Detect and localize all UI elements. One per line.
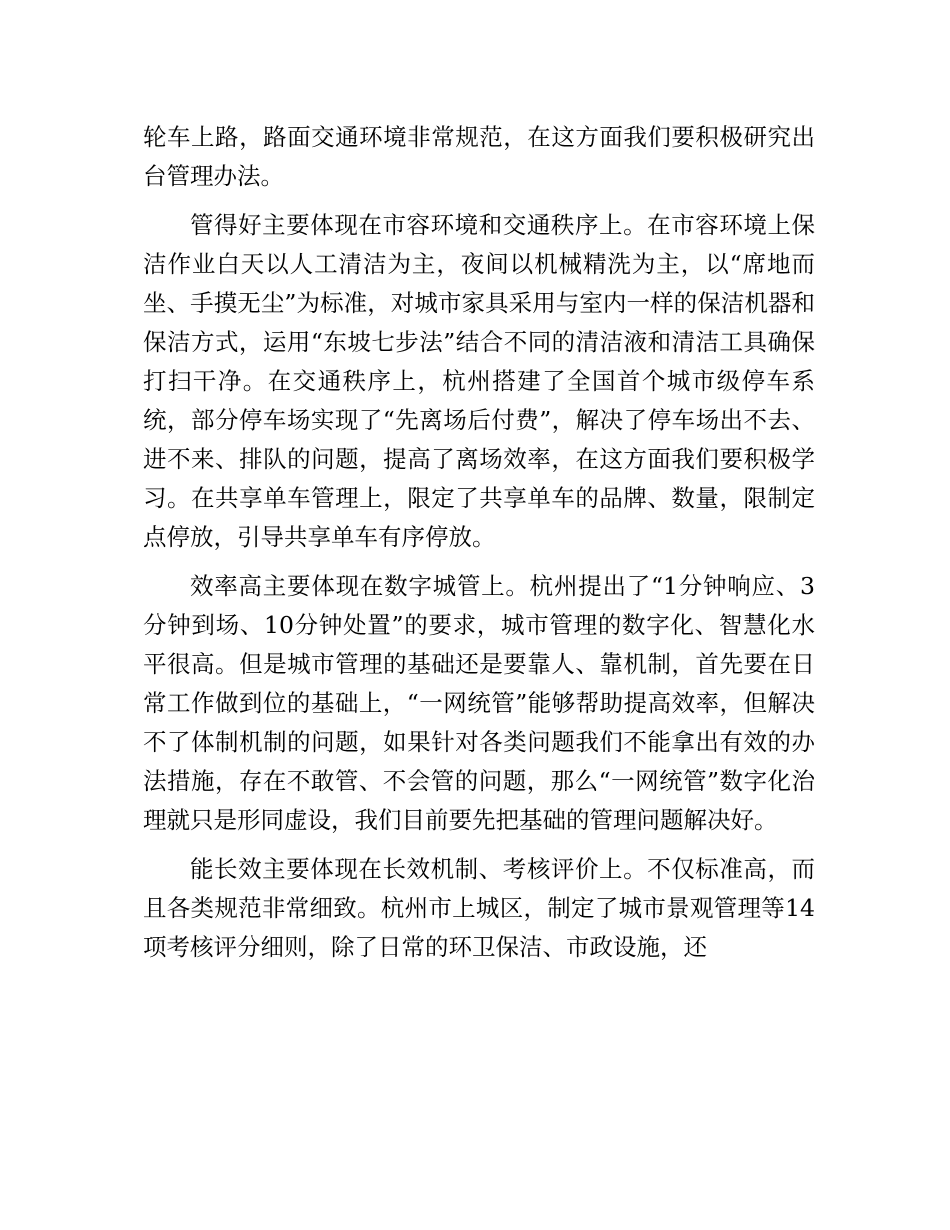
paragraph-1: 轮车上路，路面交通环境非常规范，在这方面我们要积极研究出台管理办法。: [143, 123, 815, 190]
paragraph-4: 能长效主要体现在长效机制、考核评价上。不仅标准高，而且各类规范非常细致。杭州市上城区，制定了城市景观管理等14项考核评分细则，除了日常的环卫保洁、市政设施，还: [143, 855, 815, 961]
document-body: [143, 118, 815, 977]
paragraph-3: 效率高主要体现在数字城管上。杭州提出了“1分钟响应、3分钟到场、10分钟处置”的要求，城市管理的数字化、智慧化水平很高。但是城市管理的基础还是要靠人、靠机制，首先要在日常工作做到位的基础上，“一网统管”能够帮助提高效率，但解决不了体制机制的问题，如果针对各类问题我们不能拿出有效的办法措施，存在不敢管、不会管的问题，那么“一网统管”数字化治理就只是形同虚设，我们目前要先把基础的管理问题解决好。: [143, 572, 815, 834]
paragraph-2: 管得好主要体现在市容环境和交通秩序上。在市容环境上保洁作业白天以人工清洁为主，夜间以机械精洗为主，以“席地而坐、手摸无尘”为标准，对城市家具采用与室内一样的保洁机器和保洁方式，运用“东坡七步法”结合不同的清洁液和清洁工具确保打扫干净。在交通秩序上，杭州搭建了全国首个城市级停车系统，部分停车场实现了“先离场后付费”，解决了停车场出不去、进不来、排队的问题，提高了离场效率，在这方面我们要积极学习。在共享单车管理上，限定了共享单车的品牌、数量，限制定点停放，引导共享单车有序停放。: [143, 211, 815, 551]
